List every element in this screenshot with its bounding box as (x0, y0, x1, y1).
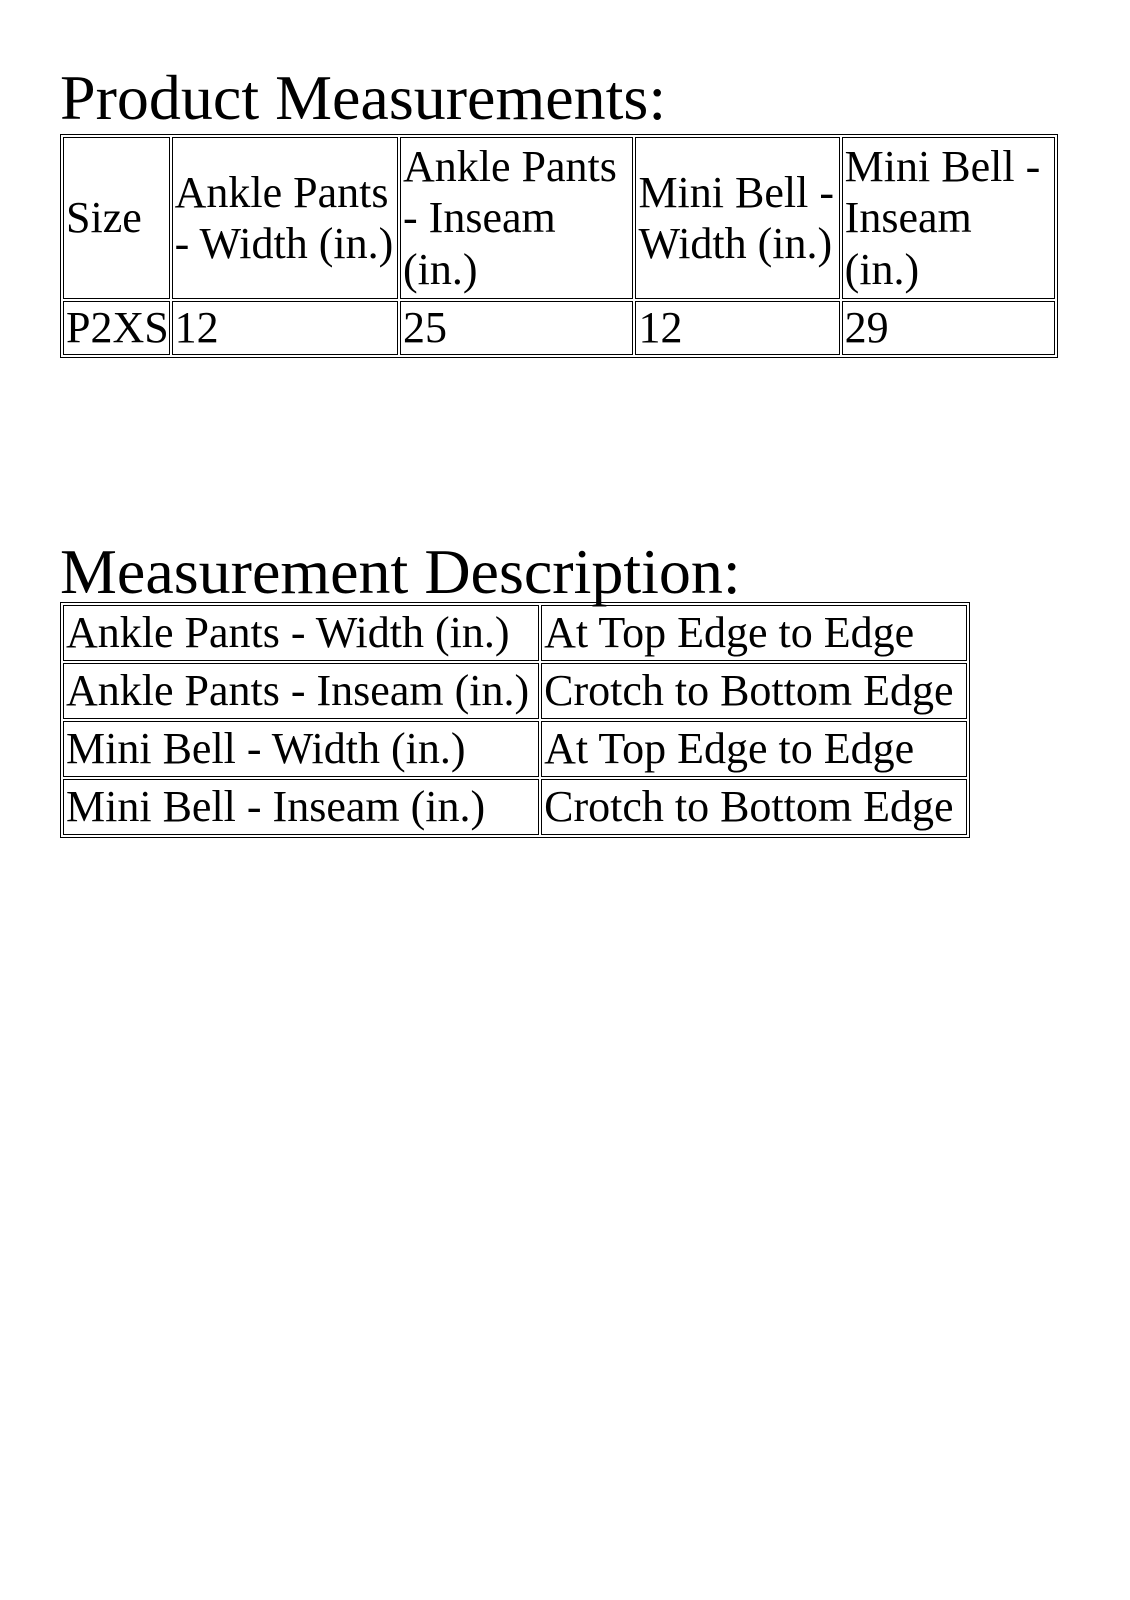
measurements-table (60, 134, 1058, 358)
table-row (63, 721, 967, 777)
description-method: At Top Edge to Edge (541, 721, 967, 777)
cell-size: P2XS (63, 301, 170, 355)
cell-mini-bell-width: 12 (635, 301, 839, 355)
header-ankle-pants-width: Ankle Pants - Width (in.) (172, 137, 398, 299)
cell-mini-bell-inseam: 29 (842, 301, 1055, 355)
description-method: Crotch to Bottom Edge (541, 779, 967, 835)
description-table (60, 602, 970, 838)
description-measure-label: Ankle Pants - Inseam (in.) (63, 663, 539, 719)
product-measurements-heading: Product Measurements: (60, 62, 667, 133)
header-ankle-pants-inseam: Ankle Pants - Inseam (in.) (400, 137, 633, 299)
header-size: Size (63, 137, 170, 299)
measurements-header-row (63, 137, 1055, 299)
description-measure-label: Mini Bell - Width (in.) (63, 721, 539, 777)
cell-ankle-pants-width: 12 (172, 301, 398, 355)
table-row (63, 605, 967, 661)
description-measure-label: Ankle Pants - Width (in.) (63, 605, 539, 661)
description-method: Crotch to Bottom Edge (541, 663, 967, 719)
table-row (63, 301, 1055, 355)
header-mini-bell-inseam: Mini Bell - Inseam (in.) (842, 137, 1055, 299)
table-row (63, 663, 967, 719)
cell-ankle-pants-inseam: 25 (400, 301, 633, 355)
table-row (63, 779, 967, 835)
header-mini-bell-width: Mini Bell - Width (in.) (635, 137, 839, 299)
description-method: At Top Edge to Edge (541, 605, 967, 661)
measurement-description-heading: Measurement Description: (60, 536, 741, 607)
description-measure-label: Mini Bell - Inseam (in.) (63, 779, 539, 835)
